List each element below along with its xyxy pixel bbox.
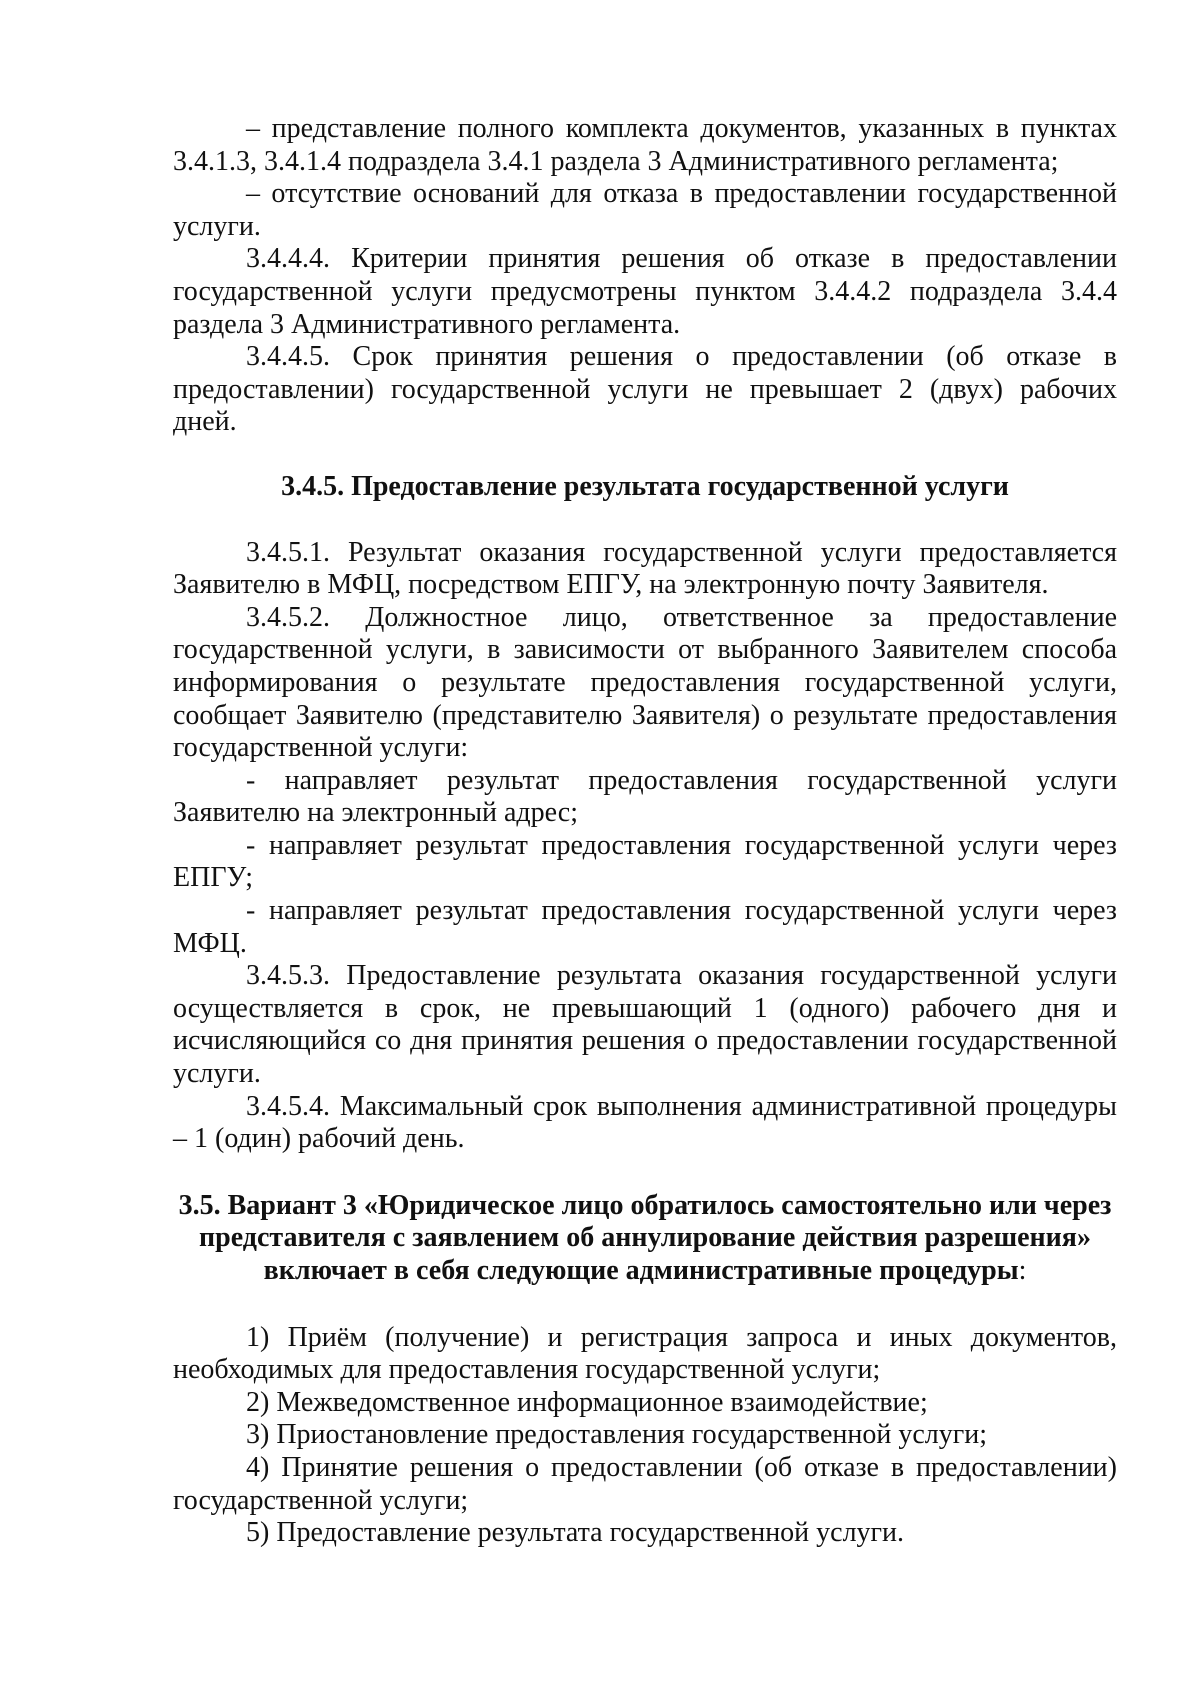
paragraph-no-refusal-grounds: – отсутствие оснований для отказа в предоставлении государственной услуги. [173,178,1117,242]
section-heading-3-5-text: 3.5. Вариант 3 «Юридическое лицо обратилось самостоятельно или через представителя с заявлением об аннулирование действия разрешения» включает в себя следующие административные процедуры [178,1189,1112,1286]
paragraph-3-4-5-2: 3.4.5.2. Должностное лицо, ответственное за предоставление государственной услуги, в зависимости от выбранного Заявителем способа информирования о результате предоставления государственной услуги, сообщает Заявителю (представителю Заявителя) о результате предоставления государственной услуги: [173,601,1117,764]
list-item-epgu: - направляет результат предоставления государственной услуги через ЕПГУ; [173,829,1117,894]
list-item-mfc: - направляет результат предоставления государственной услуги через МФЦ. [173,895,1117,959]
section-heading-3-5-colon: : [1018,1255,1027,1286]
paragraph-3-4-5-3: 3.4.5.3. Предоставление результата оказания государственной услуги осуществляется в срок, не превышающий 1 (одного) рабочего дня и исчисляющийся со дня принятия решения о предоставлении государственной услуги. [173,960,1117,1090]
procedure-item-5: 5) Предоставление результата государственной услуги. [246,1517,905,1549]
section-heading-3-4-5: 3.4.5. Предоставление результата государственной услуги [281,470,1009,502]
paragraph-3-4-4-5: 3.4.4.5. Срок принятия решения о предоставлении (об отказе в предоставлении) государственной услуги не превышает 2 (двух) рабочих дней. [173,341,1117,438]
procedure-item-1: 1) Приём (получение) и регистрация запроса и иных документов, необходимых для предоставления государственной услуги; [173,1321,1117,1386]
section-heading-3-5 [173,1190,1117,1288]
procedure-item-3: 3) Приостановление предоставления государственной услуги; [246,1419,988,1451]
document-page [173,113,1117,1550]
procedure-item-2: 2) Межведомственное информационное взаимодействие; [246,1386,928,1418]
paragraph-3-4-5-1: 3.4.5.1. Результат оказания государственной услуги предоставляется Заявителю в МФЦ, посредством ЕПГУ, на электронную почту Заявителя. [173,536,1117,601]
paragraph-3-4-4-4: 3.4.4.4. Критерии принятия решения об отказе в предоставлении государственной услуги предусмотрены пунктом 3.4.4.2 подраздела 3.4.4 раздела 3 Административного регламента. [173,243,1117,340]
paragraph-complete-documents: – представление полного комплекта документов, указанных в пунктах 3.4.1.3, 3.4.1.4 подраздела 3.4.1 раздела 3 Административного регламента; [173,113,1117,177]
paragraph-3-4-5-4: 3.4.5.4. Максимальный срок выполнения административной процедуры – 1 (один) рабочий день. [173,1090,1117,1155]
procedure-item-4: 4) Принятие решения о предоставлении (об отказе в предоставлении) государственной услуги; [173,1451,1117,1516]
list-item-email: - направляет результат предоставления государственной услуги Заявителю на электронный адрес; [173,764,1117,829]
